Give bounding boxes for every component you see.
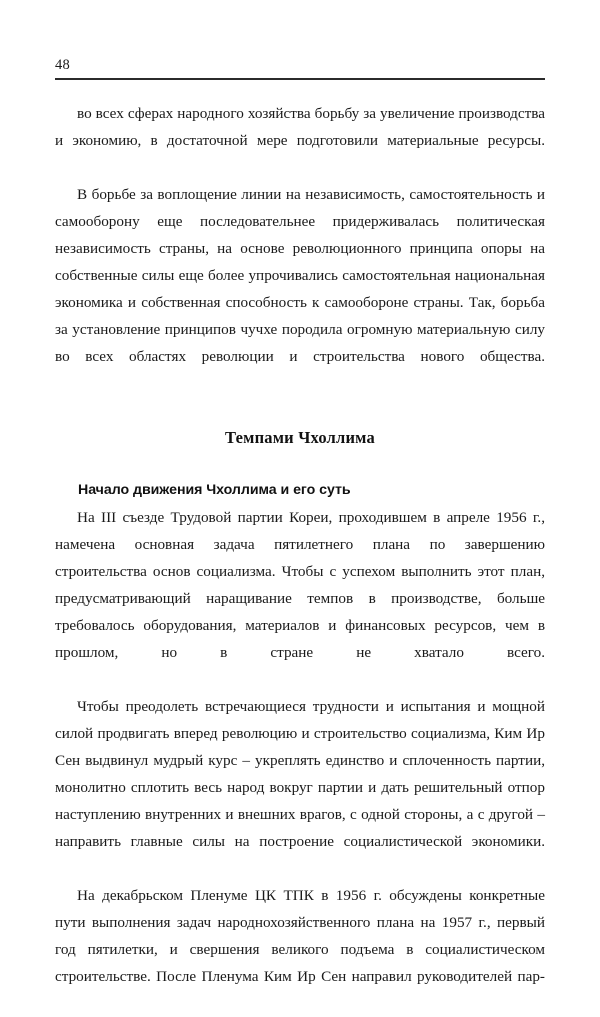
subsection-heading: Начало движения Чхоллима и его суть [78,481,351,498]
header-rule [55,78,545,80]
paragraph-continued: во всех сферах народного хозяйства борьбу за увеличение производства и экономию, в достаточной мере подготовили материальные ресурсы. [55,104,545,149]
paragraph-third-congress: На III съезде Трудовой партии Кореи, проходившем в апреле 1956 г., намечена основная задача пятилетнего плана по завершению строительства основ социализма. Чтобы с успехом выполнить этот план, предусматривающий наращивание темпов в производстве, больше требовалось оборудования, материалов и финансовых ресурсов, чем в прошлом, но в стране не хватало всего. [55,508,545,661]
page-content-column [55,0,545,1017]
paragraph-wise-course: Чтобы преодолеть встречающиеся трудности и испытания и мощной силой продвигать вперед революцию и строительство социализма, Ким Ир Сен выдвинул мудрый курс – укреплять единство и сплоченность партии, монолитно сплотить весь народ вокруг партии и дать решительный отпор наступлению внутренних и внешних врагов, с одной стороны, а с другой – направить главные силы на построение социалистической экономики. [55,697,545,850]
page-number: 48 [55,57,70,73]
paragraph-juche-struggle: В борьбе за воплощение линии на независимость, самостоятельность и самооборону еще последовательнее придерживалась политическая независимость страны, на основе революционного принципа опоры на собственные силы еще более упрочивались самостоятельная национальная экономика и собственная способность к самообороне страны. Так, борьба за установление принципов чучхе породила огромную материальную силу во всех областях революции и строительства нового общества. [55,185,545,365]
running-head [55,0,545,80]
paragraph-december-plenum: На декабрьском Пленуме ЦК ТПК в 1956 г. обсуждены конкретные пути выполнения задач народнохозяйственного плана на 1957 г., первый год пятилетки, и свершения великого подъема в социалистическом строительстве. После Пленума Ким Ир Сен направил руководителей пар- [55,886,545,985]
body-text [55,100,545,1017]
section-heading: Темпами Чхоллима [225,427,375,447]
